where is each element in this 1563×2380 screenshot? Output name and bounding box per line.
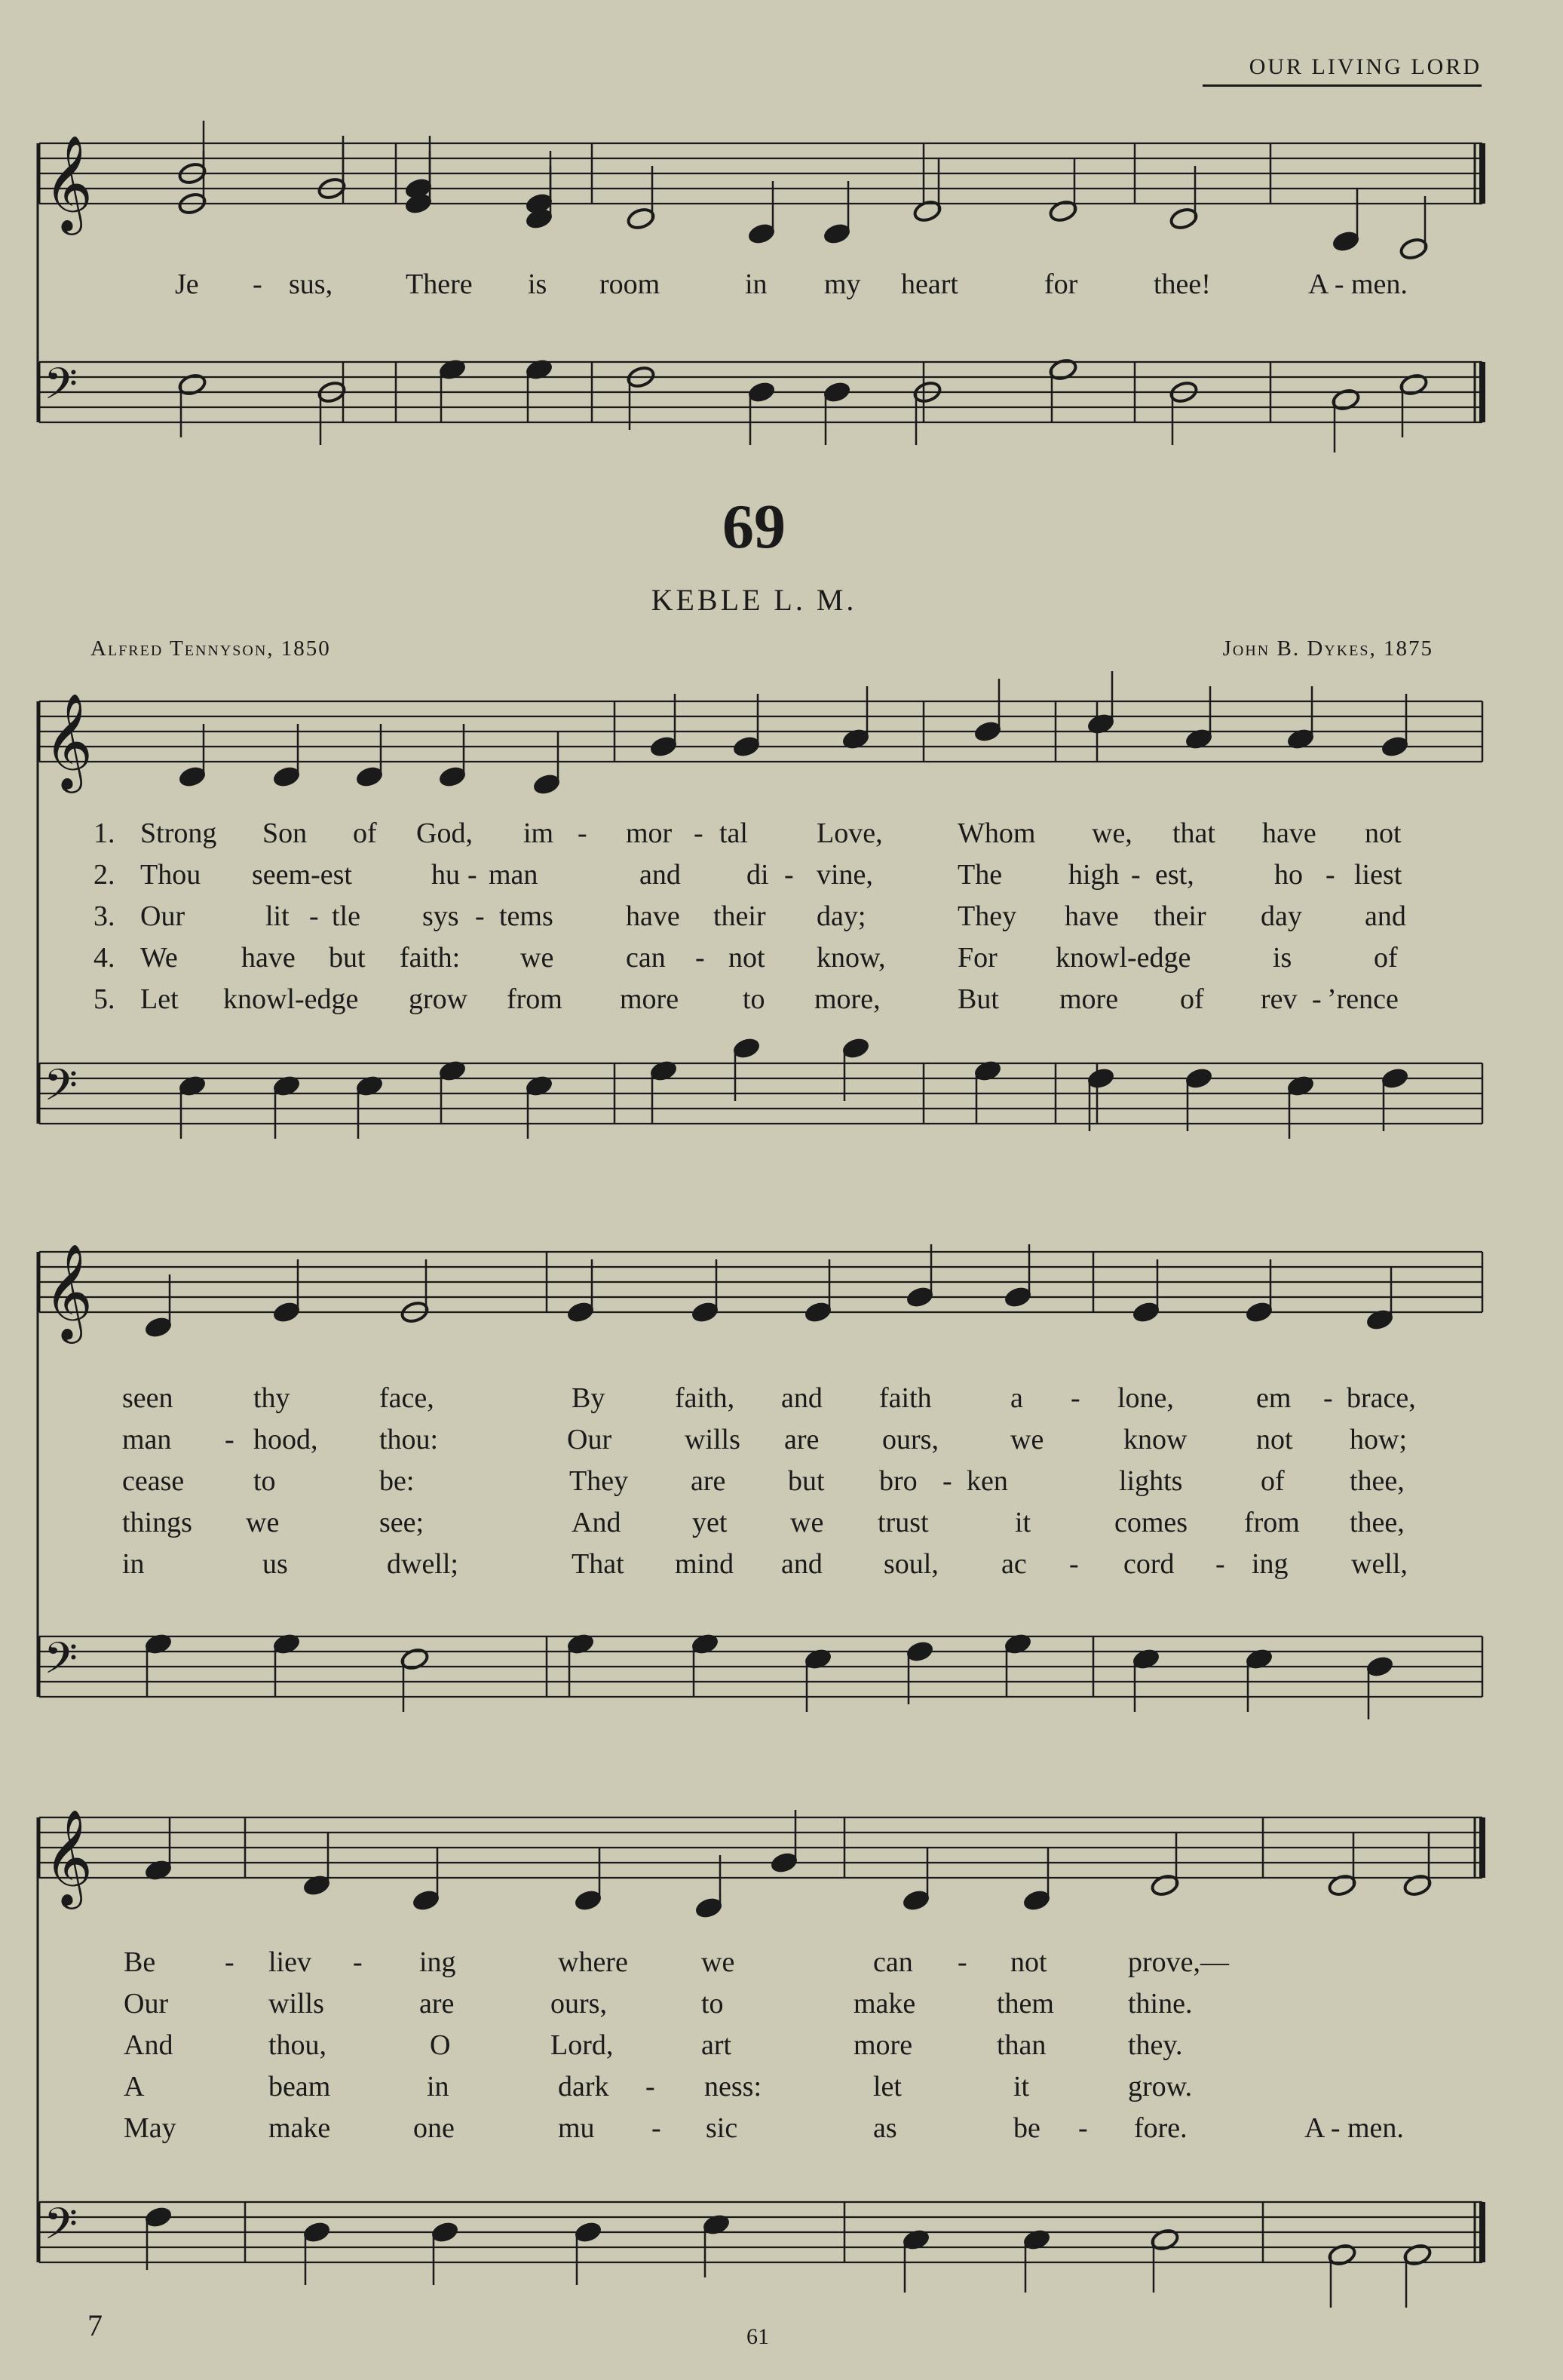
lyric-syllable: how;: [1350, 1424, 1407, 1455]
lyric-syllable: ours,: [882, 1424, 939, 1455]
lyric-syllable: their: [1154, 900, 1206, 932]
lyric-syllable: sus,: [289, 268, 333, 300]
lyric-syllable: By: [572, 1382, 605, 1414]
lyric-syllable: more: [1059, 983, 1119, 1015]
lyric-syllable: let: [873, 2071, 902, 2102]
lyric-syllable: mind: [675, 1548, 734, 1580]
lyric-syllable: ness:: [704, 2071, 762, 2102]
lyric-syllable: And: [124, 2029, 173, 2061]
lyric-syllable: well,: [1351, 1548, 1408, 1580]
lyric-syllable: -: [309, 900, 319, 932]
lyric-syllable: in: [745, 268, 768, 300]
verse-number: 1.: [93, 817, 115, 849]
lyric-syllable: it: [1013, 2071, 1030, 2102]
lyric-syllable: Our: [140, 900, 185, 932]
lyric-syllable: know: [1123, 1424, 1188, 1455]
lyric-syllable: ’rence: [1327, 983, 1399, 1015]
lyric-syllable: -: [1131, 859, 1141, 891]
lyric-syllable: thou:: [379, 1424, 439, 1455]
lyric-syllable: -: [1215, 1548, 1225, 1580]
lyric-syllable: comes: [1114, 1507, 1188, 1538]
lyric-syllable: That: [572, 1548, 624, 1580]
lyric-syllable: we: [790, 1507, 824, 1538]
lyric-syllable: Lord,: [550, 2029, 614, 2061]
lyric-syllable: A: [124, 2071, 145, 2102]
lyric-syllable: thee,: [1350, 1507, 1405, 1538]
lyric-syllable: face,: [379, 1382, 434, 1414]
lyric-syllable: rev: [1261, 983, 1298, 1015]
lyric-syllable: wills: [268, 1988, 324, 2020]
lyric-syllable: we: [701, 1946, 735, 1978]
lyric-syllable: And: [572, 1507, 621, 1538]
lyric-syllable: im: [523, 817, 554, 849]
svg-text:𝄞: 𝄞: [44, 1243, 93, 1339]
lyric-syllable: of: [1261, 1465, 1285, 1497]
lyric-syllable: trust: [878, 1507, 929, 1538]
lyric-syllable: thee,: [1350, 1465, 1405, 1497]
lyric-syllable: room: [599, 268, 660, 300]
lyric-syllable: we: [246, 1507, 280, 1538]
lyric-syllable: For: [958, 942, 998, 974]
lyric-syllable: a: [1010, 1382, 1023, 1414]
lyric-syllable: Our: [567, 1424, 612, 1455]
lyric-syllable: and: [781, 1382, 823, 1414]
lyric-syllable: of: [353, 817, 377, 849]
lyric-syllable: Je: [175, 268, 199, 300]
lyric-syllable: em: [1256, 1382, 1292, 1414]
svg-text:𝄞: 𝄞: [44, 1808, 93, 1905]
lyric-syllable: ken: [967, 1465, 1008, 1497]
lyric-syllable: liev: [268, 1946, 311, 1978]
lyric-syllable: not: [1010, 1946, 1047, 1978]
lyric-syllable: know,: [817, 942, 886, 974]
lyric-syllable: make: [268, 2112, 331, 2144]
lyric-syllable: sic: [706, 2112, 738, 2144]
lyric-syllable: -: [353, 1946, 363, 1978]
lyric-syllable: We: [140, 942, 178, 974]
lyric-syllable: tems: [499, 900, 553, 932]
lyric-syllable: more: [620, 983, 679, 1015]
lyric-syllable: ac: [1001, 1548, 1027, 1580]
svg-text:𝄞: 𝄞: [44, 692, 93, 789]
lyric-syllable: brace,: [1347, 1382, 1416, 1414]
lyric-syllable: Son: [262, 817, 308, 849]
verse-number: 4.: [93, 942, 115, 974]
lyric-syllable: yet: [692, 1507, 728, 1538]
lyric-syllable: There: [406, 268, 473, 300]
lyric-syllable: Strong: [140, 817, 217, 849]
lyric-syllable: ing: [419, 1946, 456, 1978]
lyric-syllable: mor: [626, 817, 673, 849]
lyric-syllable: dark: [558, 2071, 609, 2102]
lyric-syllable: more: [854, 2029, 913, 2061]
lyric-syllable: lone,: [1117, 1382, 1174, 1414]
lyric-syllable: where: [558, 1946, 628, 1978]
lyric-syllable: The: [958, 859, 1003, 891]
lyric-syllable: -: [651, 2112, 661, 2144]
lyric-syllable: -: [1312, 983, 1322, 1015]
lyric-syllable: we: [1010, 1424, 1044, 1455]
lyric-syllable: but: [788, 1465, 825, 1497]
lyric-syllable: faith,: [675, 1382, 735, 1414]
lyric-syllable: to: [253, 1465, 276, 1497]
lyric-syllable: of: [1374, 942, 1398, 974]
lyric-syllable: grow.: [1128, 2071, 1193, 2102]
tune-name: KEBLE L. M.: [651, 583, 857, 617]
lyric-syllable: is: [1273, 942, 1292, 974]
lyric-syllable: ing: [1252, 1548, 1289, 1580]
lyric-syllable: Love,: [817, 817, 883, 849]
lyric-syllable: high: [1068, 859, 1120, 891]
lyric-syllable: thou,: [268, 2029, 327, 2061]
lyric-syllable: beam: [268, 2071, 331, 2102]
lyric-syllable: not: [1256, 1424, 1293, 1455]
lyric-syllable: have: [626, 900, 680, 932]
lyric-syllable: from: [1244, 1507, 1300, 1538]
svg-text:𝄞: 𝄞: [44, 134, 93, 231]
lyric-syllable: they.: [1128, 2029, 1183, 2061]
lyric-syllable: be: [1013, 2112, 1040, 2144]
verse-number: 2.: [93, 859, 115, 891]
lyric-syllable: They: [569, 1465, 629, 1497]
lyric-syllable: faith: [879, 1382, 932, 1414]
lyric-syllable: are: [784, 1424, 820, 1455]
lyric-syllable: -: [253, 268, 262, 300]
lyric-syllable: art: [701, 2029, 732, 2061]
section-title: OUR LIVING LORD: [1249, 54, 1482, 79]
hymn-number: 69: [722, 492, 786, 562]
lyric-syllable: -: [694, 817, 703, 849]
lyric-syllable: sys: [422, 900, 459, 932]
lyric-syllable: we,: [1092, 817, 1132, 849]
lyric-syllable: hu: [431, 859, 460, 891]
lyric-syllable: tle: [332, 900, 360, 932]
lyric-syllable: cord: [1123, 1548, 1175, 1580]
lyric-syllable: ours,: [550, 1988, 607, 2020]
lyric-syllable: bro: [879, 1465, 918, 1497]
lyric-syllable: grow: [409, 983, 468, 1015]
lyric-syllable: But: [958, 983, 999, 1015]
svg-text:𝄢: 𝄢: [44, 2198, 78, 2260]
lyric-syllable: -: [1071, 1382, 1080, 1414]
lyric-syllable: wills: [685, 1424, 740, 1455]
amen-lyric: A - men.: [1304, 2112, 1404, 2144]
lyric-syllable: -: [578, 817, 587, 849]
lyric-syllable: one: [413, 2112, 455, 2144]
verse-number: 5.: [93, 983, 115, 1015]
lyric-syllable: -: [784, 859, 794, 891]
lyric-syllable: in: [122, 1548, 145, 1580]
lyric-syllable: May: [124, 2112, 176, 2144]
lyric-syllable: have: [241, 942, 296, 974]
lyric-syllable: Our: [124, 1988, 169, 2020]
lyric-syllable: di: [746, 859, 769, 891]
lyric-syllable: thy: [253, 1382, 290, 1414]
lyric-syllable: are: [419, 1988, 455, 2020]
lyric-syllable: tal: [719, 817, 748, 849]
lyric-syllable: them: [997, 1988, 1054, 2020]
lyric-syllable: not: [1365, 817, 1402, 849]
lyric-syllable: and: [639, 859, 681, 891]
verse-number: 3.: [93, 900, 115, 932]
lyric-syllable: mu: [558, 2112, 595, 2144]
footer-mark: 7: [87, 2308, 103, 2342]
lyric-syllable: knowl-edge: [223, 983, 359, 1015]
lyric-syllable: soul,: [884, 1548, 939, 1580]
lyric-syllable: as: [873, 2112, 897, 2144]
lyric-syllable: est,: [1155, 859, 1194, 891]
lyric-syllable: day: [1261, 900, 1302, 932]
lyric-syllable: -: [225, 1424, 234, 1455]
lyric-syllable: -: [1325, 859, 1335, 891]
lyric-syllable: -: [942, 1465, 952, 1497]
lyric-syllable: God,: [416, 817, 473, 849]
lyric-syllable: thee!: [1154, 268, 1211, 300]
lyric-syllable: -: [695, 942, 705, 974]
lyric-syllable: ho: [1274, 859, 1303, 891]
lyric-syllable: to: [701, 1988, 724, 2020]
lyric-syllable: their: [713, 900, 766, 932]
lyric-syllable: of: [1180, 983, 1204, 1015]
svg-text:𝄢: 𝄢: [44, 1060, 78, 1121]
lyric-syllable: we: [520, 942, 554, 974]
lyric-syllable: They: [958, 900, 1017, 932]
author-credit: Alfred Tennyson, 1850: [90, 636, 331, 661]
lyric-syllable: that: [1172, 817, 1215, 849]
lyric-syllable: make: [854, 1988, 916, 2020]
lyric-syllable: than: [997, 2029, 1047, 2061]
lyric-syllable: but: [329, 942, 366, 974]
lyric-syllable: and: [1365, 900, 1406, 932]
lyric-syllable: things: [122, 1507, 192, 1538]
lyric-syllable: Let: [140, 983, 179, 1015]
lyric-syllable: my: [824, 268, 861, 300]
lyric-syllable: faith:: [400, 942, 461, 974]
lyric-syllable: prove,—: [1128, 1946, 1230, 1978]
lyric-syllable: be:: [379, 1465, 415, 1497]
svg-text:𝄢: 𝄢: [44, 1633, 78, 1695]
lyric-syllable: thine.: [1128, 1988, 1193, 2020]
lyric-syllable: is: [528, 268, 547, 300]
lyric-syllable: for: [1044, 268, 1078, 300]
lyric-syllable: Thou: [140, 859, 201, 891]
lyric-syllable: fore.: [1134, 2112, 1188, 2144]
lyric-syllable: O: [430, 2029, 451, 2061]
lyric-syllable: hood,: [253, 1424, 318, 1455]
lyric-syllable: seem-est: [252, 859, 352, 891]
lyric-syllable: see;: [379, 1507, 424, 1538]
lyric-syllable: lights: [1119, 1465, 1183, 1497]
lyric-syllable: have: [1065, 900, 1119, 932]
lyric-syllable: man: [122, 1424, 172, 1455]
lyric-syllable: vine,: [817, 859, 873, 891]
lyric-syllable: -: [1078, 2112, 1088, 2144]
lyric-syllable: more,: [814, 983, 881, 1015]
svg-text:𝄢: 𝄢: [44, 358, 78, 420]
lyric-syllable: seen: [122, 1382, 173, 1414]
lyric-syllable: man: [489, 859, 538, 891]
lyric-syllable: -: [475, 900, 485, 932]
lyric-syllable: dwell;: [387, 1548, 458, 1580]
lyric-syllable: -: [1323, 1382, 1333, 1414]
lyric-syllable: us: [262, 1548, 288, 1580]
lyric-syllable: are: [691, 1465, 726, 1497]
lyric-syllable: A - men.: [1308, 268, 1408, 300]
lyric-syllable: -: [645, 2071, 655, 2102]
lyric-syllable: liest: [1354, 859, 1402, 891]
lyric-syllable: not: [728, 942, 765, 974]
lyric-syllable: -: [958, 1946, 967, 1978]
lyric-syllable: -: [467, 859, 477, 891]
lyric-syllable: Be: [124, 1946, 156, 1978]
lyric-syllable: from: [507, 983, 562, 1015]
lyric-syllable: day;: [817, 900, 866, 932]
lyric-syllable: have: [1262, 817, 1316, 849]
composer-credit: John B. Dykes, 1875: [1222, 636, 1433, 661]
lyric-syllable: to: [743, 983, 765, 1015]
lyric-syllable: knowl-edge: [1056, 942, 1191, 974]
lyric-syllable: it: [1015, 1507, 1031, 1538]
lyric-syllable: and: [781, 1548, 823, 1580]
lyric-syllable: in: [427, 2071, 449, 2102]
lyric-syllable: -: [225, 1946, 234, 1978]
lyric-syllable: can: [873, 1946, 913, 1978]
page-number: 61: [746, 2324, 769, 2349]
lyric-syllable: can: [626, 942, 666, 974]
lyric-syllable: Whom: [958, 817, 1036, 849]
lyric-syllable: cease: [122, 1465, 185, 1497]
lyric-syllable: heart: [901, 268, 958, 300]
lyric-syllable: -: [1069, 1548, 1079, 1580]
lyric-syllable: lit: [265, 900, 290, 932]
